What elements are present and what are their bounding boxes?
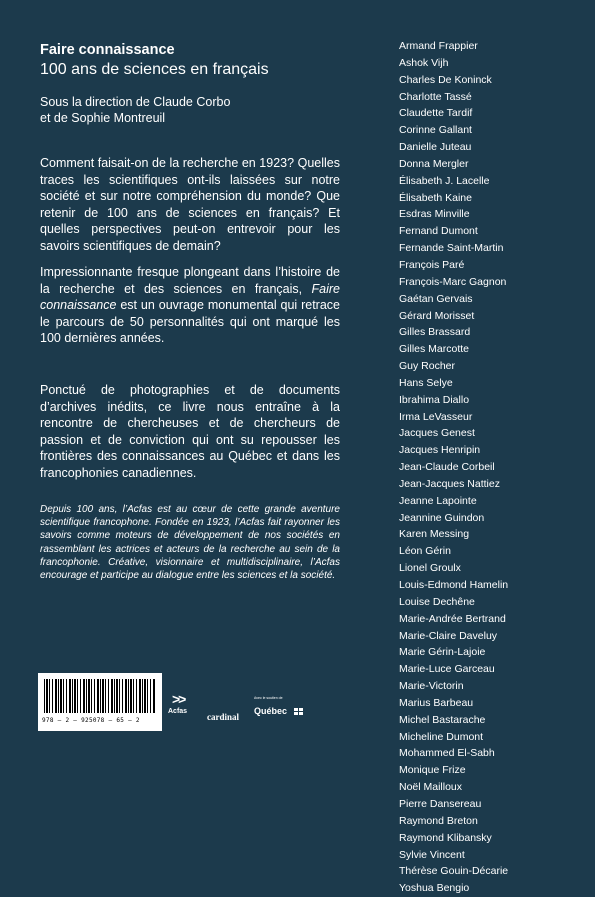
personality-name: Ashok Vijh: [399, 56, 449, 69]
personality-name: Charlotte Tassé: [399, 90, 472, 103]
personality-name: Gaétan Gervais: [399, 292, 473, 305]
intro-paragraph: Comment faisait-on de la recherche en 1923? Quelles traces les scientifiques ont-ils laissées sur notre société et sur notre compréhension du monde? Que retenir de 100 ans de sciences en français? Et quelles perspectives peut-on entrevoir pour les savoirs scientifiques de demain?: [40, 156, 340, 253]
book-subtitle: 100 ans de sciences en français: [40, 61, 269, 78]
description-text-end: est un ouvrage monumental qui retrace le parcours de 50 personnalités qui ont marqué les 100 dernières années.: [40, 298, 340, 345]
personality-name: Danielle Juteau: [399, 141, 472, 154]
book-title: Faire connaissance: [40, 42, 175, 58]
personality-name: Hans Selye: [399, 376, 453, 389]
personality-name: Irma LeVasseur: [399, 410, 473, 423]
isbn-digits: 978 — 2 — 925078 — 65 — 2: [42, 717, 140, 724]
personality-name: Ibrahima Diallo: [399, 393, 470, 406]
personality-name: Gilles Brassard: [399, 326, 471, 339]
personality-name: Yoshua Bengio: [399, 882, 470, 895]
personality-name: Charles De Koninck: [399, 73, 492, 86]
personality-name: Noël Mailloux: [399, 781, 463, 794]
personality-name: Guy Rocher: [399, 360, 456, 373]
quebec-wordmark: Québec: [254, 706, 288, 716]
personality-name: Fernand Dumont: [399, 225, 478, 238]
personality-name: Monique Frize: [399, 764, 466, 777]
personality-name: Jeanne Lapointe: [399, 494, 477, 507]
personality-name: Armand Frappier: [399, 40, 478, 52]
acfas-logo: [168, 692, 198, 726]
editors-line-2: et de Sophie Montreuil: [40, 111, 166, 125]
personality-name: Claudette Tardif: [399, 107, 473, 120]
acfas-about: Depuis 100 ans, l’Acfas est au cœur de cette grande aventure scientifique francophone. Fondée en 1923, l’Acfas fait rayonner les savoirs comme moteurs de développement de nos sociétés en rassemblant les actrices et acteurs de la recherche au sein de la francophonie. Créative, visionnaire et multidisciplinaire, l’Acfas encourage et participe au dialogue entre les sciences et la société.: [40, 504, 340, 582]
editors-line-1: Sous la direction de Claude Corbo: [40, 95, 231, 109]
personality-name: Corinne Gallant: [399, 124, 472, 137]
personality-name: Lionel Groulx: [399, 562, 461, 575]
personality-name: Sylvie Vincent: [399, 848, 465, 861]
personality-name: Karen Messing: [399, 528, 470, 541]
personalities-list: [399, 38, 508, 897]
description-book-title: Faire connaissance: [40, 281, 340, 312]
personality-name: Léon Gérin: [399, 545, 451, 558]
personality-name: Michel Bastarache: [399, 713, 486, 726]
personality-name: François Paré: [399, 258, 465, 271]
description-text-start: Impressionnante fresque plongeant dans l’histoire de la recherche et des sciences en français,: [40, 265, 340, 296]
personality-name: Marie-Andrée Bertrand: [399, 612, 506, 625]
personality-name: Élisabeth Kaine: [399, 191, 472, 204]
personality-name: Jean-Jacques Nattiez: [399, 477, 500, 490]
personality-name: Raymond Breton: [399, 814, 478, 827]
support-note: Avec le soutien de: [254, 696, 283, 700]
isbn-barcode: [38, 673, 162, 731]
personality-name: Marie-Claire Daveluy: [399, 629, 498, 642]
personality-name: Marie-Victorin: [399, 680, 464, 693]
personality-name: Jean-Claude Corbeil: [399, 461, 495, 474]
description-paragraph: [40, 264, 340, 347]
acfas-chevron-icon: >>: [172, 691, 185, 707]
personality-name: Jacques Genest: [399, 427, 475, 440]
editors-credit: [40, 94, 340, 126]
content-paragraph: Ponctué de photographies et de documents d’archives inédits, ce livre nous entraîne à la rencontre de chercheuses et de chercheurs de passion et de conviction qui ont su repousser les frontières des connaissances au Québec et dans les francophonies canadiennes.: [40, 383, 340, 480]
acfas-logo-text: Acfas: [168, 708, 188, 715]
personality-name: Micheline Dumont: [399, 730, 484, 743]
personality-name: Gérard Morisset: [399, 309, 475, 322]
personality-name: Raymond Klibansky: [399, 831, 492, 844]
quebec-flag-icon: [294, 708, 304, 716]
personality-name: Jeannine Guindon: [399, 511, 485, 524]
personality-name: Marie-Luce Garceau: [399, 663, 495, 676]
personality-name: Marius Barbeau: [399, 696, 474, 709]
personality-name: Jacques Henripin: [399, 444, 481, 457]
personality-name: Louise Dechêne: [399, 595, 475, 608]
personality-name: Gilles Marcotte: [399, 343, 470, 356]
personality-name: Mohammed El-Sabh: [399, 747, 495, 760]
personality-name: Louis-Edmond Hamelin: [399, 579, 509, 591]
personality-name: François-Marc Gagnon: [399, 275, 507, 288]
personality-name: Donna Mergler: [399, 157, 469, 170]
personality-name: Élisabeth J. Lacelle: [399, 174, 490, 187]
personality-name: Thérèse Gouin-Décarie: [399, 865, 509, 878]
personality-name: Esdras Minville: [399, 208, 470, 221]
personality-name: Marie Gérin-Lajoie: [399, 646, 486, 659]
personality-name: Pierre Dansereau: [399, 797, 482, 810]
barcode-bars: [44, 679, 156, 713]
personality-name: Fernande Saint-Martin: [399, 242, 504, 255]
cardinal-logo: cardinal: [207, 712, 240, 722]
